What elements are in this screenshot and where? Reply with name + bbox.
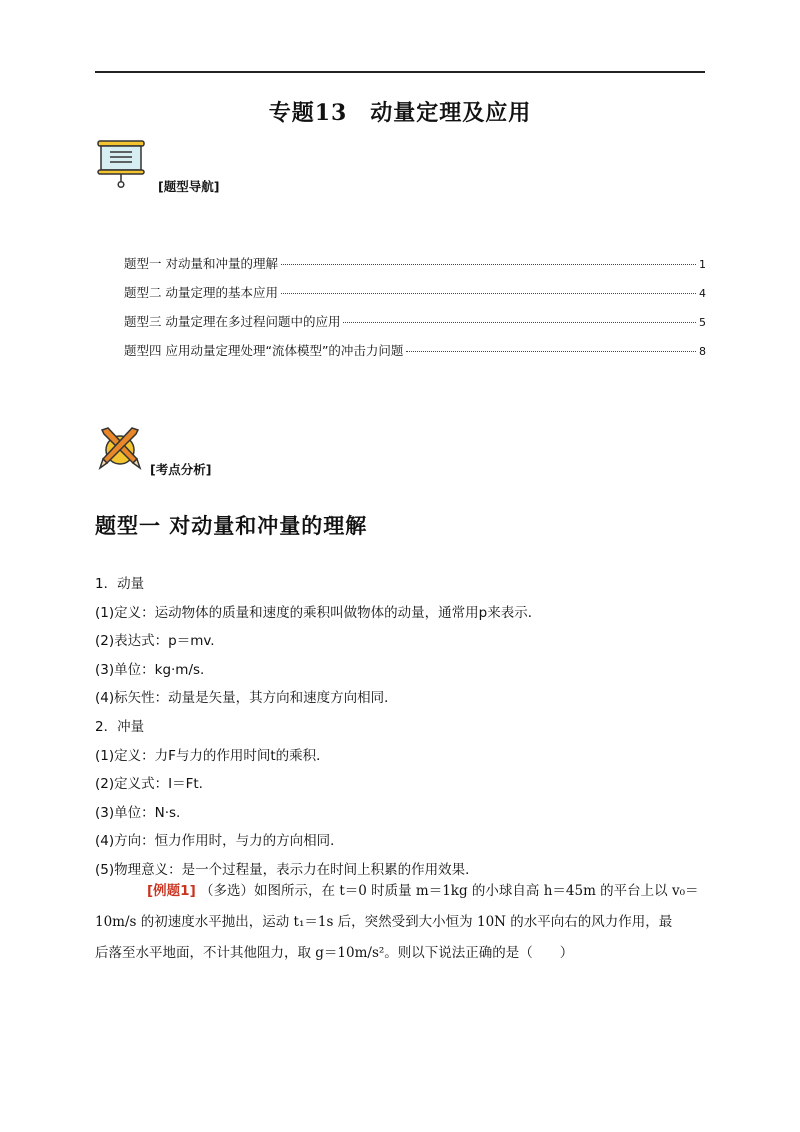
presentation-board-icon — [96, 139, 146, 189]
analysis-label: [考点分析] — [150, 462, 212, 477]
toc-entry[interactable] — [124, 312, 706, 341]
toc-entry[interactable] — [124, 341, 706, 370]
example-text-line: 10m/s 的初速度水平抛出，运动 t₁＝1s 后，突然受到大小恒为 10N 的水平向右的风力作用，最 — [95, 914, 673, 930]
toc-entry-text: 题型四 应用动量定理处理“流体模型”的冲击力问题 — [124, 343, 404, 358]
document-title: 专题13 动量定理及应用 — [268, 100, 532, 126]
toc-leader — [406, 351, 696, 352]
toc-leader — [281, 293, 696, 294]
body-line: (3)单位：N·s. — [95, 804, 181, 821]
toc-page-number: 5 — [699, 316, 706, 329]
body-line: (5)物理意义：是一个过程量，表示力在时间上积累的作用效果． — [95, 861, 479, 878]
section-body — [95, 570, 715, 885]
example-text-line: （多选）如图所示，在 t＝0 时质量 m＝1kg 的小球自高 h＝45m 的平台上以 v₀＝ — [200, 883, 699, 899]
toc-entry[interactable] — [124, 283, 706, 312]
example-tag: [例题1] — [147, 883, 196, 899]
toc-page-number: 1 — [699, 258, 706, 271]
body-line: (4)标矢性：动量是矢量，其方向和速度方向相同． — [95, 690, 398, 707]
toc-page-number: 4 — [699, 287, 706, 300]
body-line: (2)定义式：I＝Ft. — [95, 776, 203, 793]
table-of-contents — [124, 254, 706, 370]
nav-label: [题型导航] — [158, 179, 220, 194]
body-line: (1)定义：力F与力的作用时间t的乘积． — [95, 747, 330, 764]
toc-page-number: 8 — [699, 345, 706, 358]
toc-leader — [281, 264, 696, 265]
body-line: 2．冲量 — [95, 718, 145, 735]
toc-entry-text: 题型三 动量定理在多过程问题中的应用 — [124, 314, 341, 329]
section-heading: 题型一 对动量和冲量的理解 — [95, 514, 368, 538]
body-line: 1．动量 — [95, 576, 145, 592]
crossed-pencils-icon — [97, 425, 143, 471]
body-line: (1)定义：运动物体的质量和速度的乘积叫做物体的动量，通常用p来表示． — [95, 604, 542, 621]
body-line: (4)方向：恒力作用时，与力的方向相同． — [95, 833, 344, 850]
toc-entry-text: 题型二 动量定理的基本应用 — [124, 285, 278, 300]
toc-entry-text: 题型一 对动量和冲量的理解 — [124, 256, 278, 271]
example-text-line: 后落至水平地面，不计其他阻力，取 g＝10m/s²。则以下说法正确的是（ ） — [95, 945, 574, 961]
body-line: (2)表达式：p＝mv. — [95, 633, 215, 650]
header-rule — [95, 71, 705, 73]
example-problem — [95, 876, 710, 969]
toc-entry[interactable] — [124, 254, 706, 283]
toc-leader — [343, 322, 696, 323]
body-line: (3)单位：kg·m/s. — [95, 661, 205, 678]
